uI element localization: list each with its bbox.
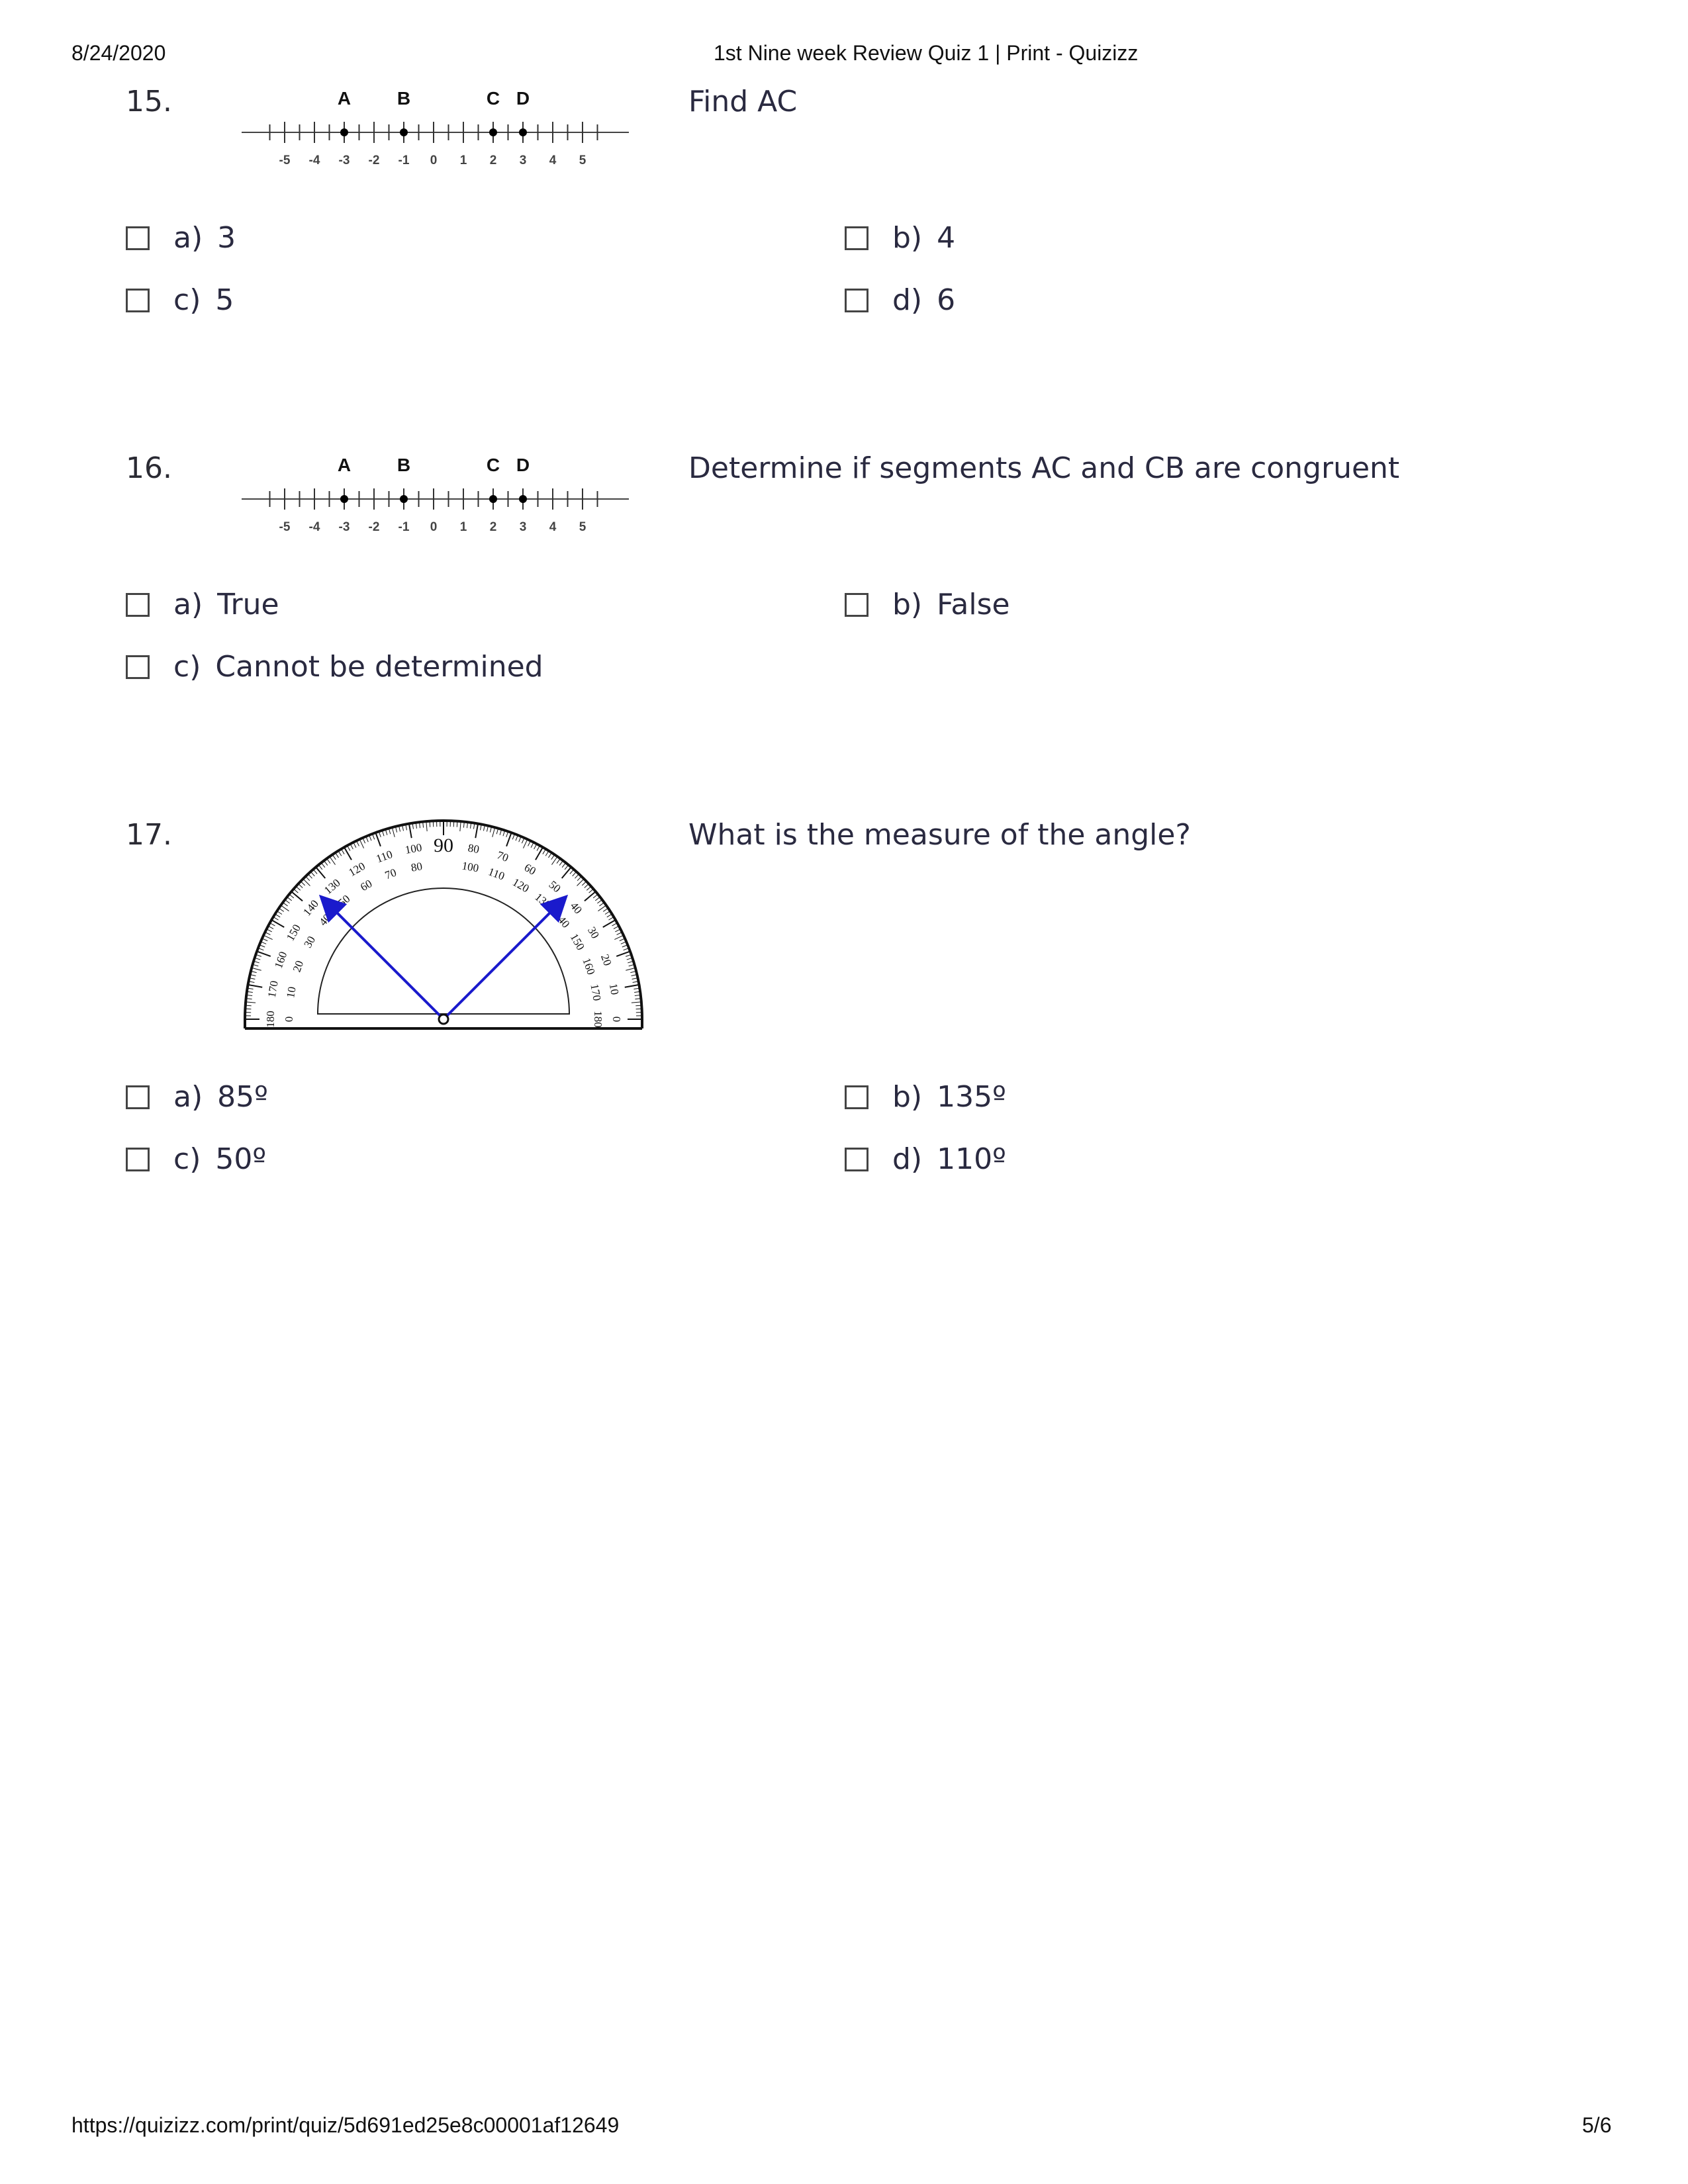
tick-label: -1 bbox=[398, 154, 410, 167]
degree-tick bbox=[597, 899, 602, 903]
tick-label: 4 bbox=[549, 520, 557, 534]
degree-tick bbox=[344, 847, 352, 860]
print-date: 8/24/2020 bbox=[71, 41, 166, 65]
degree-tick bbox=[492, 827, 495, 837]
point-label: D bbox=[516, 455, 530, 475]
degree-tick bbox=[589, 889, 594, 893]
checkbox[interactable] bbox=[126, 1148, 150, 1171]
degree-tick bbox=[603, 908, 608, 911]
option-letter: b) bbox=[892, 221, 923, 255]
option-text: 6 bbox=[937, 283, 956, 317]
degree-tick bbox=[294, 889, 299, 893]
point-a bbox=[340, 495, 348, 503]
degree-tick bbox=[603, 920, 616, 927]
degree-tick bbox=[632, 1002, 641, 1003]
degree-tick bbox=[324, 860, 327, 865]
point-label: D bbox=[516, 88, 530, 109]
option-letter: c) bbox=[173, 1142, 201, 1176]
degree-tick bbox=[585, 884, 589, 887]
degree-tick bbox=[543, 849, 546, 854]
tick-label: 3 bbox=[519, 154, 527, 167]
degree-tick bbox=[409, 824, 412, 839]
option-c[interactable] bbox=[126, 1142, 266, 1176]
point-label: A bbox=[337, 88, 352, 109]
inner-scale-label: 170 bbox=[588, 983, 604, 1002]
question-text: What is the measure of the angle? bbox=[688, 818, 1191, 852]
checkbox[interactable] bbox=[845, 593, 868, 617]
point-b bbox=[400, 495, 408, 503]
tick-label: -1 bbox=[398, 520, 410, 534]
outer-scale-label: 50 bbox=[546, 878, 563, 895]
tick-label: -5 bbox=[279, 520, 291, 534]
outer-scale-label: 10 bbox=[606, 982, 622, 996]
option-text: False bbox=[937, 588, 1010, 621]
option-letter: a) bbox=[173, 1080, 203, 1114]
degree-tick bbox=[559, 860, 563, 865]
outer-scale-label: 90 bbox=[434, 834, 453, 856]
option-text: 85º bbox=[217, 1080, 268, 1114]
degree-tick bbox=[248, 985, 263, 987]
degree-tick bbox=[296, 886, 301, 890]
option-text: True bbox=[217, 588, 279, 621]
degree-tick bbox=[523, 839, 527, 848]
degree-tick bbox=[306, 876, 310, 880]
inner-scale-label: 120 bbox=[510, 876, 532, 895]
degree-tick bbox=[287, 897, 292, 901]
degree-tick bbox=[359, 839, 363, 848]
option-text: 4 bbox=[937, 221, 956, 255]
degree-tick bbox=[626, 968, 635, 970]
outer-scale-label: 160 bbox=[271, 950, 290, 970]
outer-scale-label: 130 bbox=[321, 876, 343, 897]
outer-scale-label: 120 bbox=[346, 859, 367, 880]
checkbox[interactable] bbox=[845, 1148, 868, 1171]
checkbox[interactable] bbox=[845, 226, 868, 250]
checkbox[interactable] bbox=[126, 655, 150, 679]
point-a bbox=[340, 128, 348, 136]
option-letter: c) bbox=[173, 650, 201, 684]
degree-tick bbox=[573, 872, 577, 876]
degree-tick bbox=[318, 865, 322, 870]
outer-scale-label: 110 bbox=[374, 848, 395, 866]
degree-tick bbox=[321, 863, 325, 868]
degree-tick bbox=[534, 844, 537, 849]
protractor-vertex bbox=[439, 1015, 448, 1024]
tick-label: 2 bbox=[489, 520, 497, 534]
point-c bbox=[489, 128, 497, 136]
option-letter: b) bbox=[892, 1080, 923, 1114]
degree-tick bbox=[608, 917, 614, 920]
degree-tick bbox=[565, 865, 569, 870]
checkbox[interactable] bbox=[845, 289, 868, 312]
degree-tick bbox=[277, 911, 282, 915]
tick-label: 1 bbox=[459, 520, 467, 534]
degree-tick bbox=[246, 1002, 256, 1003]
degree-tick bbox=[267, 929, 272, 932]
option-a[interactable] bbox=[126, 221, 236, 255]
degree-tick bbox=[570, 870, 574, 874]
outer-scale-label: 20 bbox=[598, 952, 614, 968]
degree-tick bbox=[270, 923, 275, 926]
degree-tick bbox=[614, 926, 619, 929]
outer-scale-label: 100 bbox=[404, 841, 423, 856]
question-number: 17. bbox=[126, 818, 172, 852]
number-line-figure bbox=[238, 86, 635, 172]
degree-tick bbox=[562, 867, 571, 878]
outer-scale-label: 170 bbox=[265, 979, 281, 999]
inner-scale-label: 30 bbox=[301, 934, 318, 950]
option-a[interactable] bbox=[126, 588, 279, 621]
degree-tick bbox=[291, 891, 303, 901]
degree-tick bbox=[289, 894, 294, 898]
degree-tick bbox=[612, 923, 618, 926]
degree-tick bbox=[263, 935, 273, 939]
degree-tick bbox=[271, 920, 284, 927]
option-letter: c) bbox=[173, 283, 201, 317]
degree-tick bbox=[246, 1005, 252, 1006]
degree-tick bbox=[614, 935, 624, 939]
option-text: Cannot be determined bbox=[215, 650, 543, 684]
inner-scale-label: 130 bbox=[532, 890, 554, 911]
option-text: 50º bbox=[215, 1142, 267, 1176]
outer-scale-label: 140 bbox=[301, 897, 322, 919]
degree-tick bbox=[582, 882, 586, 886]
tick-label: -3 bbox=[338, 520, 350, 534]
inner-scale-label: 100 bbox=[461, 859, 480, 875]
degree-tick bbox=[537, 846, 539, 851]
tick-label: 5 bbox=[579, 520, 586, 534]
protractor-figure bbox=[238, 809, 655, 1047]
degree-tick bbox=[575, 874, 579, 879]
degree-tick bbox=[635, 1005, 641, 1006]
point-label: A bbox=[337, 455, 352, 475]
degree-tick bbox=[279, 908, 283, 911]
degree-tick bbox=[557, 858, 560, 863]
inner-scale-label: 60 bbox=[358, 877, 375, 894]
number-line-figure bbox=[238, 453, 635, 539]
degree-tick bbox=[599, 903, 604, 906]
degree-tick bbox=[605, 911, 610, 915]
degree-tick bbox=[577, 876, 581, 880]
inner-scale-label: 40 bbox=[316, 911, 334, 929]
checkbox[interactable] bbox=[126, 593, 150, 617]
degree-tick bbox=[545, 851, 549, 856]
degree-tick bbox=[562, 863, 566, 868]
degree-tick bbox=[332, 854, 336, 859]
option-letter: a) bbox=[173, 221, 203, 255]
degree-tick bbox=[625, 985, 639, 987]
degree-tick bbox=[283, 903, 287, 906]
option-text: 5 bbox=[215, 283, 234, 317]
option-letter: a) bbox=[173, 588, 203, 621]
outer-scale-label: 180 bbox=[263, 1011, 277, 1028]
degree-tick bbox=[353, 842, 356, 848]
degree-tick bbox=[350, 844, 353, 849]
degree-tick bbox=[536, 847, 543, 860]
degree-tick bbox=[336, 852, 339, 858]
degree-tick bbox=[310, 872, 314, 876]
tick-label: 0 bbox=[430, 154, 438, 167]
angle-ray bbox=[326, 902, 444, 1019]
inner-scale-label: 0 bbox=[282, 1016, 295, 1023]
point-b bbox=[400, 128, 408, 136]
degree-tick bbox=[275, 914, 281, 917]
tick-label: 4 bbox=[549, 154, 557, 167]
option-d[interactable] bbox=[845, 1142, 1006, 1176]
document-title: 1st Nine week Review Quiz 1 | Print - Quizizz bbox=[714, 41, 1139, 65]
degree-tick bbox=[475, 824, 478, 839]
checkbox[interactable] bbox=[845, 1085, 868, 1109]
tick-label: 3 bbox=[519, 520, 527, 534]
page-number: 5/6 bbox=[1582, 2113, 1612, 2137]
tick-label: -4 bbox=[308, 154, 320, 167]
inner-scale-label: 20 bbox=[290, 958, 306, 974]
option-letter: d) bbox=[892, 1142, 923, 1176]
option-c[interactable] bbox=[126, 650, 543, 684]
degree-tick bbox=[551, 854, 555, 859]
question-text: Determine if segments AC and CB are congruent bbox=[688, 451, 1400, 485]
inner-scale-label: 50 bbox=[336, 892, 353, 909]
option-text: 110º bbox=[937, 1142, 1006, 1176]
point-c bbox=[489, 495, 497, 503]
outer-scale-label: 60 bbox=[522, 860, 538, 878]
tick-label: 5 bbox=[579, 154, 586, 167]
degree-tick bbox=[585, 891, 596, 901]
option-text: 3 bbox=[217, 221, 236, 255]
option-b[interactable] bbox=[845, 588, 1010, 621]
degree-tick bbox=[313, 870, 317, 874]
degree-tick bbox=[615, 929, 620, 932]
degree-tick bbox=[607, 914, 612, 917]
angle-ray bbox=[444, 902, 561, 1019]
page-url: https://quizizz.com/print/quiz/5d691ed25e8c00001af12649 bbox=[71, 2113, 620, 2137]
option-b[interactable] bbox=[845, 1080, 1006, 1114]
degree-tick bbox=[252, 968, 261, 970]
protractor-inner-arc bbox=[318, 888, 569, 1014]
degree-tick bbox=[338, 851, 342, 856]
checkbox[interactable] bbox=[126, 226, 150, 250]
degree-tick bbox=[531, 842, 534, 848]
inner-scale-label: 140 bbox=[551, 909, 573, 931]
point-label: B bbox=[397, 455, 411, 475]
degree-tick bbox=[460, 821, 461, 831]
degree-tick bbox=[301, 882, 305, 886]
degree-tick bbox=[341, 849, 344, 854]
inner-scale-label: 110 bbox=[486, 865, 506, 883]
inner-scale-label: 160 bbox=[580, 956, 598, 977]
inner-scale-label: 150 bbox=[567, 931, 587, 952]
degree-tick bbox=[299, 884, 303, 887]
degree-tick bbox=[308, 874, 312, 879]
option-d[interactable] bbox=[845, 283, 955, 317]
inner-scale-label: 70 bbox=[383, 866, 399, 882]
tick-label: -2 bbox=[368, 520, 380, 534]
question-number: 15. bbox=[126, 85, 172, 118]
question-text: Find AC bbox=[688, 85, 798, 118]
option-c[interactable] bbox=[126, 283, 234, 317]
question-number: 16. bbox=[126, 451, 172, 485]
option-text: 135º bbox=[937, 1080, 1006, 1114]
outer-scale-label: 0 bbox=[610, 1016, 624, 1023]
outer-scale-label: 70 bbox=[495, 848, 510, 865]
point-label: C bbox=[486, 88, 500, 109]
degree-tick bbox=[586, 886, 591, 890]
degree-tick bbox=[316, 867, 325, 878]
outer-scale-label: 150 bbox=[283, 922, 304, 943]
inner-scale-label: 80 bbox=[410, 860, 424, 874]
outer-scale-label: 30 bbox=[585, 925, 602, 941]
degree-tick bbox=[593, 894, 598, 898]
degree-tick bbox=[426, 821, 427, 831]
degree-tick bbox=[348, 846, 350, 851]
option-a[interactable] bbox=[126, 1080, 268, 1114]
tick-label: 1 bbox=[459, 154, 467, 167]
outer-scale-label: 80 bbox=[467, 841, 481, 856]
tick-label: -2 bbox=[368, 154, 380, 167]
point-label: C bbox=[486, 455, 500, 475]
degree-tick bbox=[285, 899, 289, 903]
point-d bbox=[519, 128, 527, 136]
tick-label: -4 bbox=[308, 520, 320, 534]
option-letter: d) bbox=[892, 283, 923, 317]
degree-tick bbox=[595, 897, 600, 901]
tick-label: -5 bbox=[279, 154, 291, 167]
point-label: B bbox=[397, 88, 411, 109]
degree-tick bbox=[392, 827, 395, 837]
degree-tick bbox=[273, 917, 279, 920]
inner-scale-label: 10 bbox=[284, 985, 299, 999]
degree-tick bbox=[548, 852, 551, 858]
tick-label: 0 bbox=[430, 520, 438, 534]
degree-tick bbox=[327, 858, 330, 863]
degree-tick bbox=[268, 926, 273, 929]
inner-scale-label: 180 bbox=[592, 1011, 605, 1028]
option-b[interactable] bbox=[845, 221, 955, 255]
option-letter: b) bbox=[892, 588, 923, 621]
checkbox[interactable] bbox=[126, 289, 150, 312]
point-d bbox=[519, 495, 527, 503]
tick-label: -3 bbox=[338, 154, 350, 167]
outer-scale-label: 40 bbox=[567, 899, 585, 917]
checkbox[interactable] bbox=[126, 1085, 150, 1109]
tick-label: 2 bbox=[489, 154, 497, 167]
